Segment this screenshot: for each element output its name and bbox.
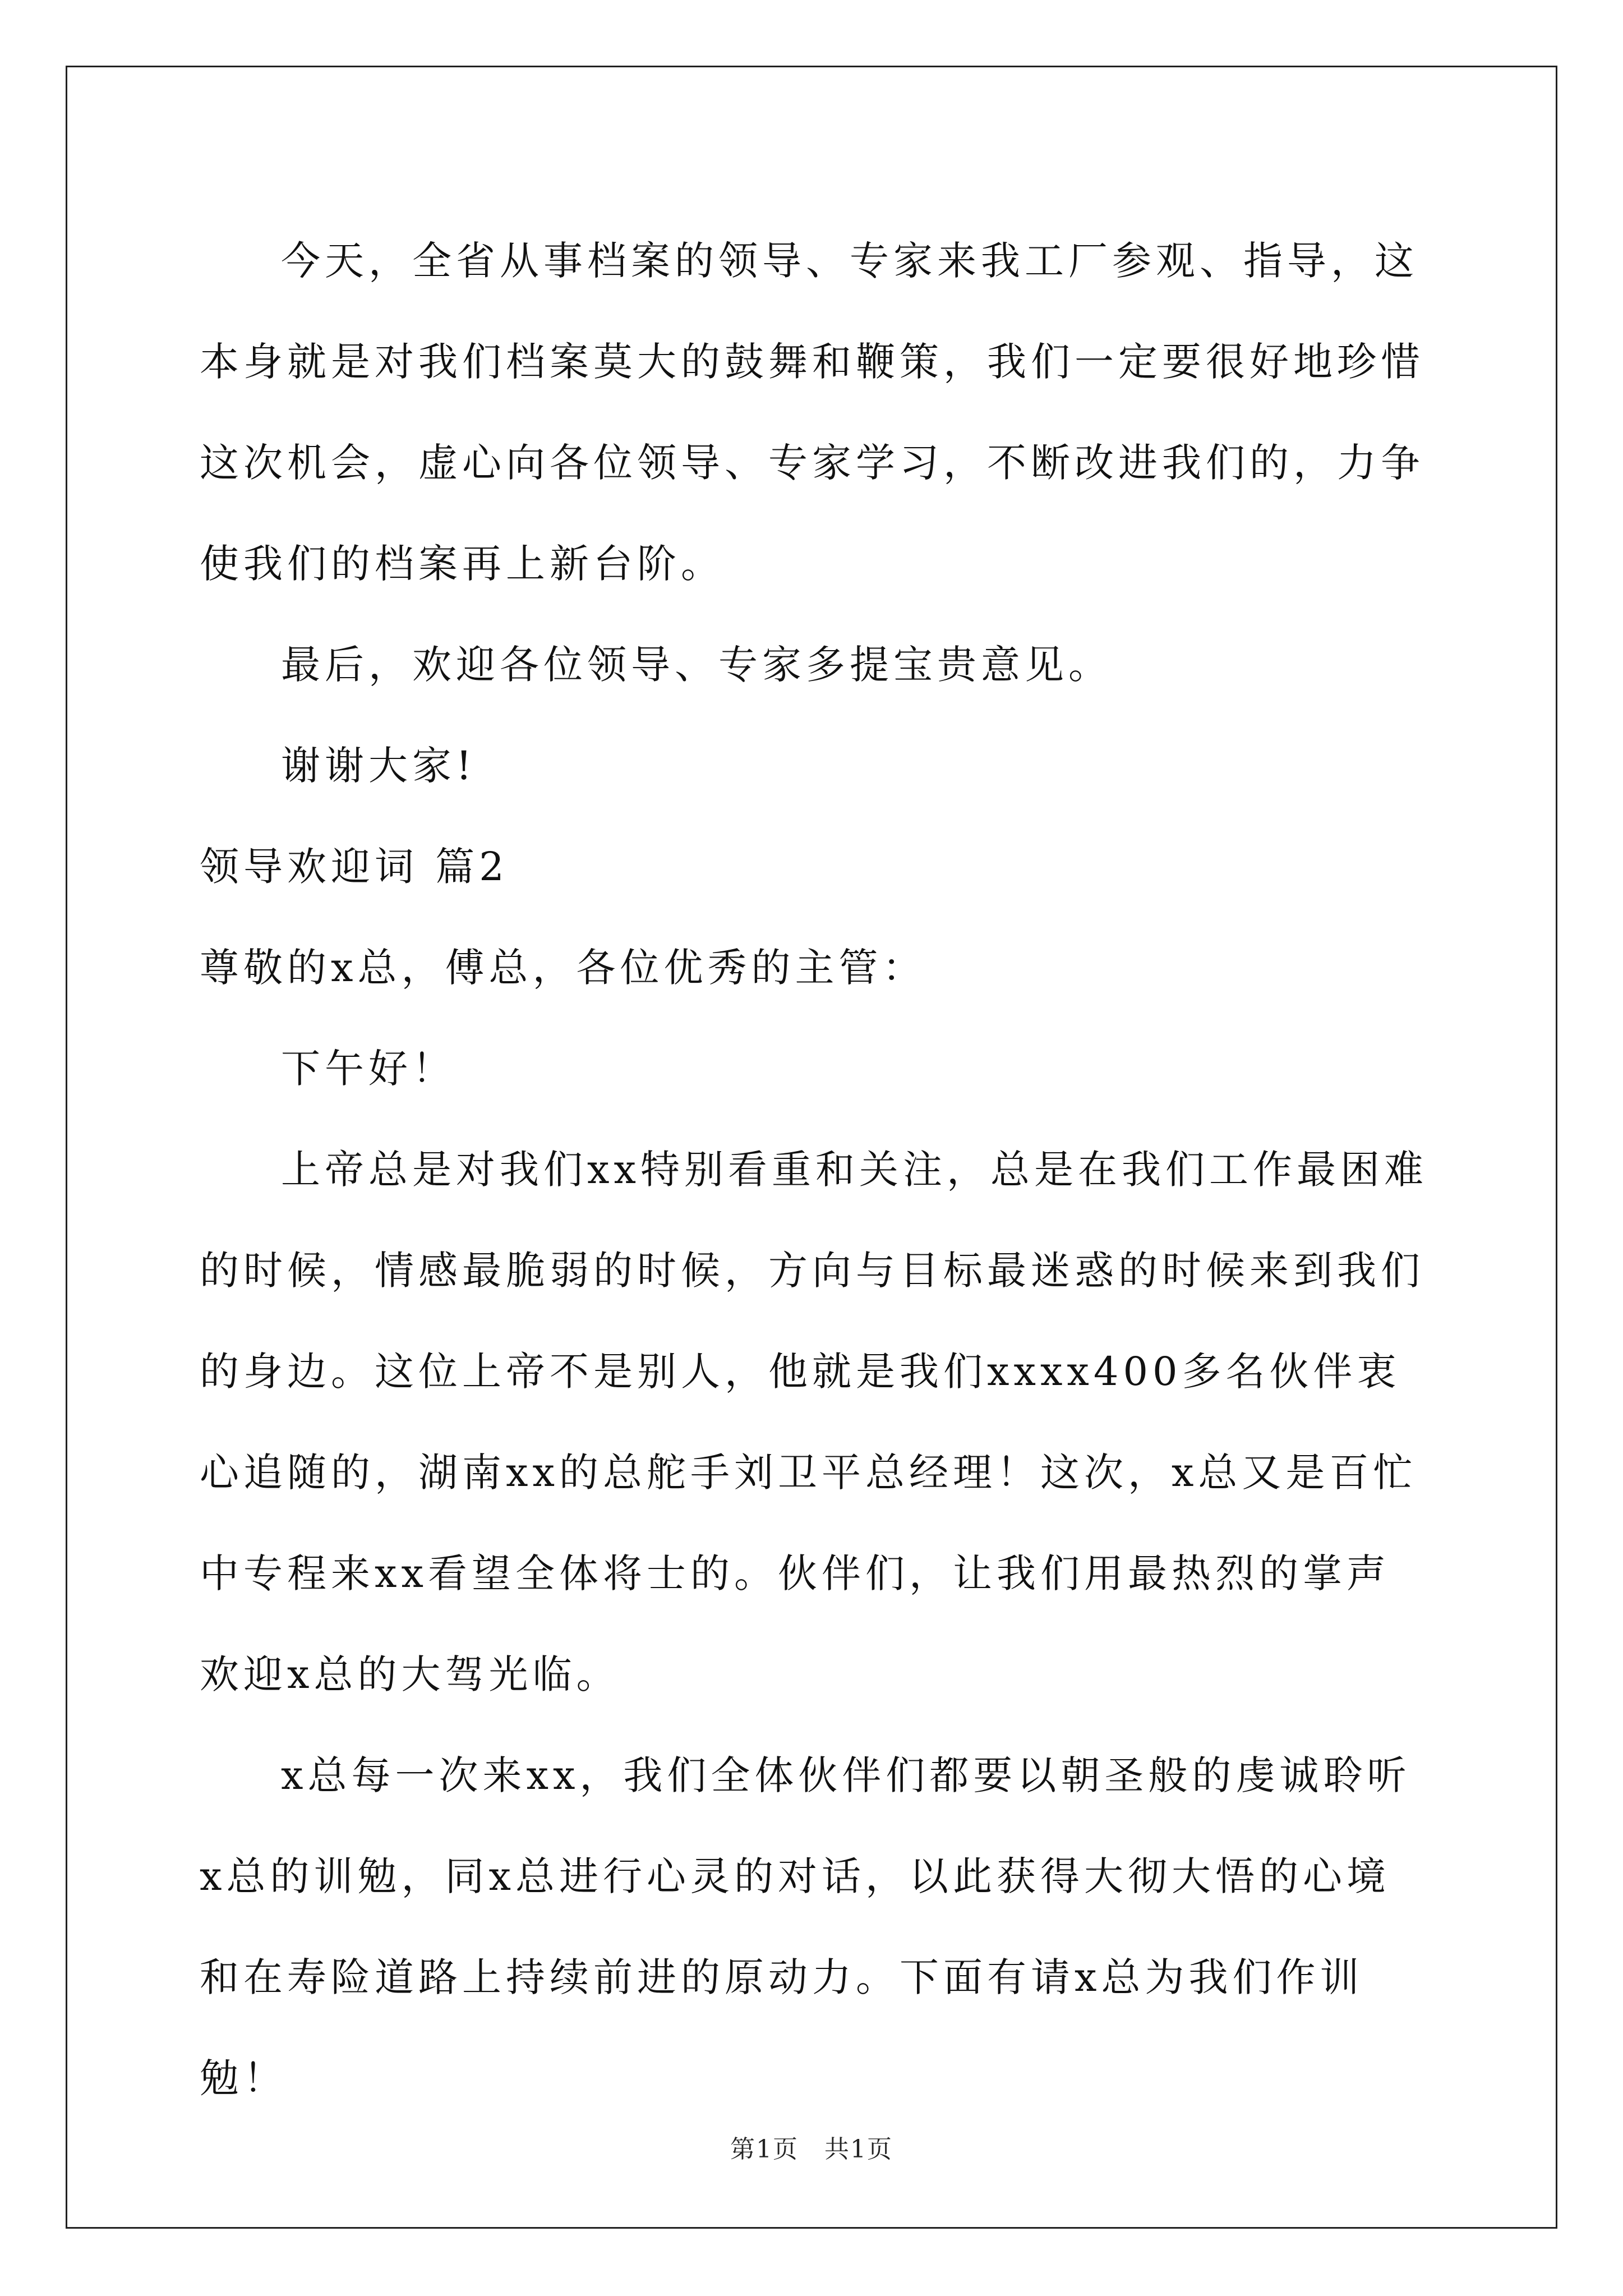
paragraph-7: 上帝总是对我们xx特别看重和关注，总是在我们工作最困难的时候，情感最脆弱的时候，方向与目标最迷惑的时候来到我们的身边。这位上帝不是别人，他就是我们xxxx400多名伙伴衷心追随的，湖南xx的总舵手刘卫平总经理！这次，x总又是百忙中专程来xx看望全体将士的。伙伴们，让我们用最热烈的掌声欢迎x总的大驾光临。 bbox=[200, 1147, 1428, 1697]
salutation: 尊敬的x总，傅总，各位优秀的主管： bbox=[200, 945, 926, 991]
section-heading: 领导欢迎词 篇2 bbox=[200, 844, 509, 890]
paragraph-8: x总每一次来xx，我们全体伙伴们都要以朝圣般的虔诚聆听x总的训勉，同x总进行心灵的对话，以此获得大彻大悟的心境和在寿险道路上持续前进的原动力。下面有请x总为我们作训勉！ bbox=[200, 1752, 1411, 2101]
paragraph-1: 今天，全省从事档案的领导、专家来我工厂参观、指导，这本身就是对我们档案莫大的鼓舞和鞭策，我们一定要很好地珍惜这次机会，虚心向各位领导、专家学习，不断改进我们的，力争使我们的档案再上新台阶。 bbox=[200, 238, 1424, 587]
paragraph-2: 最后，欢迎各位领导、专家多提宝贵意见。 bbox=[281, 642, 1112, 688]
paragraph-3: 谢谢大家! bbox=[281, 743, 477, 789]
document-body bbox=[200, 210, 1433, 2129]
page-footer: 第1页 共1页 bbox=[730, 2135, 893, 2164]
greeting: 下午好！ bbox=[281, 1046, 456, 1092]
